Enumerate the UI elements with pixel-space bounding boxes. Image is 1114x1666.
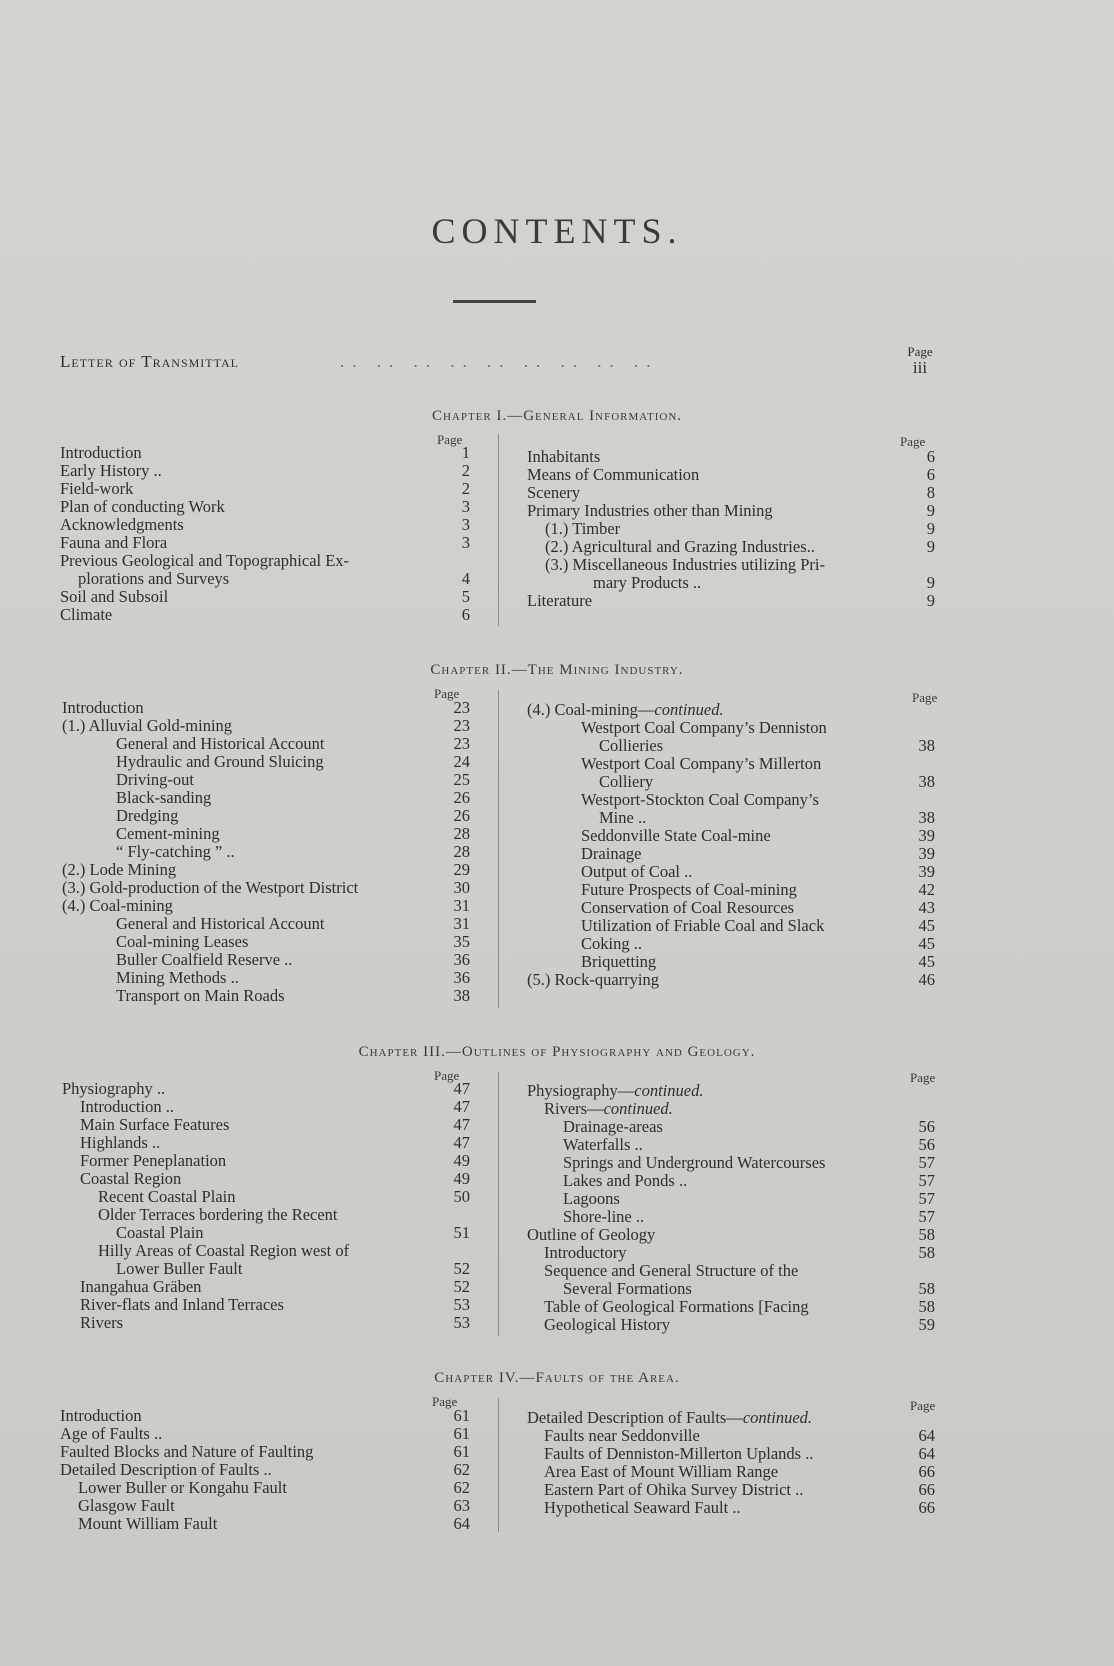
- toc-entry: [527, 953, 935, 971]
- chapter-3-left-column: [62, 1080, 470, 1332]
- toc-entry-page: 9: [926, 591, 935, 610]
- toc-entry: [62, 1224, 470, 1242]
- toc-entry-title: Seddonville State Coal-mine: [581, 826, 771, 845]
- chapter-4-heading: Chapter IV.—Faults of the Area.: [434, 1370, 680, 1386]
- toc-entry: [60, 480, 470, 498]
- toc-entry-page: 23: [453, 716, 470, 735]
- toc-entry-title: Utilization of Friable Coal and Slack: [581, 916, 825, 935]
- toc-entry-page: 42: [918, 880, 935, 899]
- toc-entry-title: Lakes and Ponds ..: [563, 1171, 688, 1190]
- toc-entry: [62, 735, 470, 753]
- toc-entry: [527, 484, 935, 502]
- toc-entry-page: 52: [453, 1259, 470, 1278]
- toc-entry-page: 50: [453, 1187, 470, 1206]
- toc-entry-page: 45: [918, 952, 935, 971]
- toc-entry: [527, 773, 935, 791]
- toc-entry: [60, 1461, 470, 1479]
- toc-entry: [527, 1481, 935, 1499]
- toc-entry-page: 45: [918, 916, 935, 935]
- toc-entry: [62, 1296, 470, 1314]
- toc-entry-title: Hydraulic and Ground Sluicing: [116, 752, 324, 771]
- toc-entry-title: Faults near Seddonville: [544, 1426, 700, 1445]
- page-heading: Page: [907, 344, 933, 359]
- toc-entry-page: 58: [918, 1225, 935, 1244]
- letter-label: Letter of Transmittal: [60, 352, 239, 371]
- toc-entry-title: Drainage-areas: [563, 1117, 663, 1136]
- toc-entry-page: 46: [918, 970, 935, 989]
- toc-entry-title: Output of Coal ..: [581, 862, 693, 881]
- toc-entry: [62, 933, 470, 951]
- toc-entry: [527, 719, 935, 737]
- toc-entry-page: 39: [918, 862, 935, 881]
- toc-entry: [62, 1098, 470, 1116]
- toc-entry: [527, 1190, 935, 1208]
- toc-entry-title: Inhabitants: [527, 447, 601, 466]
- chapter-2-right-column: [527, 701, 935, 989]
- toc-entry: [62, 969, 470, 987]
- column-divider: [498, 1398, 499, 1532]
- toc-entry-page: 56: [918, 1135, 935, 1154]
- toc-entry-page: 3: [461, 533, 470, 552]
- toc-entry: [62, 1260, 470, 1278]
- toc-entry-page: 52: [453, 1277, 470, 1296]
- toc-entry-page: 49: [453, 1169, 470, 1188]
- toc-entry-title: Mine ..: [599, 808, 647, 827]
- toc-entry-page: 57: [918, 1207, 935, 1226]
- toc-entry-title: Glasgow Fault: [78, 1496, 175, 1515]
- toc-entry-title: Coal-mining Leases: [116, 932, 249, 951]
- toc-entry: [62, 1170, 470, 1188]
- toc-entry: [527, 809, 935, 827]
- toc-entry: [60, 1515, 470, 1533]
- toc-entry: [527, 466, 935, 484]
- toc-entry: [527, 1226, 935, 1244]
- toc-entry-title: (2.) Agricultural and Grazing Industries..: [545, 537, 815, 556]
- toc-entry: [62, 987, 470, 1005]
- toc-entry: [527, 971, 935, 989]
- chapter-2-left-column: [62, 699, 470, 1005]
- toc-entry-page: 30: [453, 878, 470, 897]
- toc-entry-page: 25: [453, 770, 470, 789]
- toc-entry: [527, 1244, 935, 1262]
- toc-entry-page: 49: [453, 1151, 470, 1170]
- toc-entry: [62, 1206, 470, 1224]
- toc-entry-title: Collieries: [599, 736, 664, 755]
- toc-entry-title: Lower Buller or Kongahu Fault: [78, 1478, 287, 1497]
- toc-entry-page: 66: [918, 1462, 935, 1481]
- toc-entry: [62, 1188, 470, 1206]
- toc-entry: [527, 845, 935, 863]
- toc-entry-page: 4: [461, 569, 470, 588]
- toc-entry: [527, 881, 935, 899]
- toc-entry-page: 38: [918, 772, 935, 791]
- toc-entry-title: Sequence and General Structure of the: [544, 1261, 799, 1280]
- toc-entry-title: Driving-out: [116, 770, 194, 789]
- toc-entry: [62, 1152, 470, 1170]
- toc-entry-page: 63: [453, 1496, 470, 1515]
- toc-entry-title: Hypothetical Seaward Fault ..: [544, 1498, 741, 1517]
- toc-entry: [527, 755, 935, 773]
- toc-entry-page: 64: [918, 1444, 935, 1463]
- toc-entry: [62, 1134, 470, 1152]
- toc-entry-title: Black-sanding: [116, 788, 212, 807]
- toc-entry: [527, 1463, 935, 1481]
- toc-entry: [527, 863, 935, 881]
- toc-entry: [527, 827, 935, 845]
- toc-entry-title: Rivers: [80, 1313, 124, 1332]
- toc-entry-title: (1.) Alluvial Gold-mining: [62, 716, 233, 735]
- toc-entry: [527, 556, 935, 574]
- toc-entry-title: Shore-line ..: [563, 1207, 645, 1226]
- leader-dots: .. .. .. .. .. .. .. .. ..: [340, 352, 659, 371]
- toc-entry-page: 53: [453, 1313, 470, 1332]
- toc-entry-page: 6: [461, 605, 470, 624]
- toc-entry: [62, 897, 470, 915]
- page-heading: Page: [900, 434, 926, 449]
- toc-entry-page: 2: [461, 461, 470, 480]
- column-divider: [498, 1072, 499, 1336]
- toc-entry: [527, 935, 935, 953]
- page-heading: Page: [912, 690, 938, 705]
- toc-entry-page: 45: [918, 934, 935, 953]
- toc-entry-title: Lagoons: [563, 1189, 620, 1208]
- toc-entry-page: 24: [453, 752, 470, 771]
- toc-entry-title: Age of Faults ..: [60, 1424, 163, 1443]
- toc-entry: [60, 1407, 470, 1425]
- toc-entry: [527, 1172, 935, 1190]
- toc-entry: [527, 1445, 935, 1463]
- toc-entry-title: Soil and Subsoil: [60, 587, 169, 606]
- toc-entry-page: 64: [918, 1426, 935, 1445]
- toc-entry-title: General and Historical Account: [116, 734, 325, 753]
- toc-entry: [62, 843, 470, 861]
- toc-entry-page: 47: [453, 1133, 470, 1152]
- toc-entry-title: Springs and Underground Watercourses: [563, 1153, 826, 1172]
- toc-entry-title: Introduction: [60, 1406, 142, 1425]
- continued-subheading: Rivers—continued.: [544, 1099, 673, 1118]
- toc-entry-page: 26: [453, 788, 470, 807]
- toc-entry-page: 9: [926, 537, 935, 556]
- continued-heading: Detailed Description of Faults—continued.: [527, 1408, 813, 1427]
- toc-entry: [60, 588, 470, 606]
- toc-entry-page: 1: [461, 443, 470, 462]
- toc-entry: [62, 951, 470, 969]
- toc-entry-title: Drainage: [581, 844, 642, 863]
- toc-entry: [62, 789, 470, 807]
- toc-entry-page: 23: [453, 698, 470, 717]
- toc-entry-title: Cement-mining: [116, 824, 220, 843]
- toc-entry-title: General and Historical Account: [116, 914, 325, 933]
- toc-entry-page: 57: [918, 1171, 935, 1190]
- chapter-1-right-column: [527, 448, 935, 610]
- toc-entry-page: 6: [926, 465, 935, 484]
- toc-entry-page: 47: [453, 1079, 470, 1098]
- toc-entry: [62, 1314, 470, 1332]
- page-heading: Page: [434, 1068, 460, 1083]
- toc-entry-page: 38: [918, 808, 935, 827]
- toc-entry-title: Geological History: [544, 1315, 671, 1334]
- toc-entry-title: Coking ..: [581, 934, 642, 953]
- toc-entry: [60, 570, 470, 588]
- toc-entry: [62, 1080, 470, 1098]
- toc-entry-title: Buller Coalfield Reserve ..: [116, 950, 293, 969]
- toc-entry-page: 47: [453, 1115, 470, 1134]
- toc-entry: [60, 1479, 470, 1497]
- toc-entry: [527, 502, 935, 520]
- toc-entry-title: (5.) Rock-quarrying: [527, 970, 659, 989]
- toc-entry-title: Area East of Mount William Range: [544, 1462, 779, 1481]
- toc-entry-title: “ Fly-catching ” ..: [116, 842, 235, 861]
- page-heading: Page: [437, 432, 463, 447]
- toc-entry: [60, 498, 470, 516]
- title-rule: [453, 300, 536, 303]
- toc-entry: [527, 1118, 935, 1136]
- toc-entry-page: 61: [453, 1424, 470, 1443]
- toc-entry-title: Coastal Plain: [116, 1223, 204, 1242]
- toc-entry-title: (2.) Lode Mining: [62, 860, 177, 879]
- toc-entry-page: 8: [926, 483, 935, 502]
- toc-entry: [527, 1154, 935, 1172]
- toc-entry-title: Recent Coastal Plain: [98, 1187, 236, 1206]
- toc-entry-title: Faulted Blocks and Nature of Faulting: [60, 1442, 314, 1461]
- toc-entry: [62, 1242, 470, 1260]
- toc-entry: [527, 1136, 935, 1154]
- toc-entry: [527, 1499, 935, 1517]
- toc-entry-page: 66: [918, 1480, 935, 1499]
- toc-entry-title: River-flats and Inland Terraces: [80, 1295, 284, 1314]
- toc-entry: [62, 879, 470, 897]
- toc-entry-title: (1.) Timber: [545, 519, 621, 538]
- toc-entry-page: 26: [453, 806, 470, 825]
- toc-entry: [527, 1208, 935, 1226]
- toc-entry-page: 66: [918, 1498, 935, 1517]
- toc-entry-page: 9: [926, 519, 935, 538]
- toc-entry-title: Future Prospects of Coal-mining: [581, 880, 797, 899]
- toc-entry: [62, 753, 470, 771]
- toc-entry-title: Early History ..: [60, 461, 162, 480]
- toc-entry-title: Detailed Description of Faults ..: [60, 1460, 272, 1479]
- toc-entry-page: 58: [918, 1243, 935, 1262]
- toc-entry-title: Plan of conducting Work: [60, 497, 225, 516]
- toc-entry: [527, 1316, 935, 1334]
- chapter-1-heading: Chapter I.—General Information.: [431, 408, 683, 424]
- chapter-4-right-column: [527, 1409, 935, 1517]
- toc-entry: [527, 1280, 935, 1298]
- toc-entry: [527, 899, 935, 917]
- toc-entry-title: Field-work: [60, 479, 134, 498]
- toc-entry-title: Table of Geological Formations [Facing: [544, 1297, 809, 1316]
- toc-entry-page: 39: [918, 826, 935, 845]
- toc-entry-page: 9: [926, 501, 935, 520]
- toc-entry: [60, 552, 470, 570]
- toc-entry-title: Westport-Stockton Coal Company’s: [581, 790, 819, 809]
- toc-entry-title: Introduction: [60, 443, 142, 462]
- toc-entry-page: 62: [453, 1460, 470, 1479]
- toc-entry-title: Westport Coal Company’s Denniston: [581, 718, 827, 737]
- toc-entry-page: 9: [926, 573, 935, 592]
- toc-entry: [62, 807, 470, 825]
- toc-entry-page: 28: [453, 842, 470, 861]
- toc-entry-page: 35: [453, 932, 470, 951]
- chapter-4-left-column: [60, 1407, 470, 1533]
- column-divider: [498, 690, 499, 1008]
- toc-entry-page: 61: [453, 1442, 470, 1461]
- toc-entry-page: 28: [453, 824, 470, 843]
- toc-entry: [60, 462, 470, 480]
- page-title: CONTENTS.: [431, 211, 683, 251]
- toc-entry: [62, 699, 470, 717]
- toc-entry-page: 31: [453, 896, 470, 915]
- toc-entry-title: Introductory: [544, 1243, 627, 1262]
- toc-entry: [60, 606, 470, 624]
- toc-entry-title: Mining Methods ..: [116, 968, 239, 987]
- toc-entry-page: 56: [918, 1117, 935, 1136]
- toc-entry: [60, 1443, 470, 1461]
- toc-entry-page: 53: [453, 1295, 470, 1314]
- page-heading: Page: [910, 1070, 936, 1085]
- page-heading: Page: [432, 1394, 458, 1409]
- toc-entry-page: 3: [461, 497, 470, 516]
- toc-entry-title: (3.) Gold-production of the Westport District: [62, 878, 359, 897]
- toc-entry: [60, 1425, 470, 1443]
- toc-entry: [527, 1427, 935, 1445]
- toc-entry: [527, 520, 935, 538]
- page-heading: Page: [910, 1398, 936, 1413]
- toc-entry-page: 61: [453, 1406, 470, 1425]
- toc-entry: [60, 1497, 470, 1515]
- letter-of-transmittal-row: [60, 346, 940, 376]
- toc-entry: [62, 717, 470, 735]
- toc-entry-title: Colliery: [599, 772, 654, 791]
- toc-entry-title: Lower Buller Fault: [116, 1259, 243, 1278]
- toc-entry-page: 38: [918, 736, 935, 755]
- toc-entry-title: Dredging: [116, 806, 179, 825]
- toc-entry-page: 59: [918, 1315, 935, 1334]
- column-divider: [498, 434, 499, 626]
- toc-entry-page: 38: [453, 986, 470, 1005]
- toc-entry-page: 47: [453, 1097, 470, 1116]
- toc-entry: [527, 574, 935, 592]
- toc-entry-page: 64: [453, 1514, 470, 1533]
- toc-entry-title: plorations and Surveys: [78, 569, 230, 588]
- toc-entry-title: Westport Coal Company’s Millerton: [581, 754, 822, 773]
- toc-entry-title: Primary Industries other than Mining: [527, 501, 773, 520]
- toc-entry-title: Waterfalls ..: [563, 1135, 643, 1154]
- toc-entry-title: Former Peneplanation: [80, 1151, 227, 1170]
- toc-entry: [60, 534, 470, 552]
- toc-entry-page: 62: [453, 1478, 470, 1497]
- toc-entry-title: (3.) Miscellaneous Industries utilizing Pri-: [545, 555, 825, 574]
- toc-entry-title: Scenery: [527, 483, 581, 502]
- toc-entry-page: 57: [918, 1153, 935, 1172]
- toc-entry: [527, 791, 935, 809]
- toc-entry: [62, 1278, 470, 1296]
- page-heading: Page: [434, 686, 460, 701]
- toc-entry: [62, 825, 470, 843]
- toc-entry: [527, 917, 935, 935]
- toc-entry-title: Mount William Fault: [78, 1514, 218, 1533]
- toc-entry-page: 58: [918, 1279, 935, 1298]
- toc-entry: [527, 1298, 935, 1316]
- toc-entry-title: Faults of Denniston-Millerton Uplands ..: [544, 1444, 814, 1463]
- continued-heading: Physiography—continued.: [527, 1081, 704, 1100]
- toc-entry-page: 39: [918, 844, 935, 863]
- chapter-3-heading: Chapter III.—Outlines of Physiography and Geology.: [358, 1044, 756, 1060]
- toc-entry-title: Transport on Main Roads: [116, 986, 285, 1005]
- toc-entry: [62, 861, 470, 879]
- toc-entry-title: Acknowledgments: [60, 515, 184, 534]
- toc-entry-page: 57: [918, 1189, 935, 1208]
- toc-entry-page: 43: [918, 898, 935, 917]
- letter-page: iii: [912, 358, 928, 377]
- chapter-2-heading: Chapter II.—The Mining Industry.: [430, 662, 684, 678]
- toc-entry-title: Previous Geological and Topographical Ex-: [60, 551, 350, 570]
- toc-entry-title: Inangahua Gräben: [80, 1277, 202, 1296]
- toc-entry-title: Outline of Geology: [527, 1225, 656, 1244]
- toc-entry-title: Highlands ..: [80, 1133, 161, 1152]
- continued-heading: (4.) Coal-mining—continued.: [527, 700, 724, 719]
- toc-entry-title: Briquetting: [581, 952, 657, 971]
- toc-entry-page: 58: [918, 1297, 935, 1316]
- chapter-3-right-column: [527, 1082, 935, 1334]
- toc-entry-title: Coastal Region: [80, 1169, 182, 1188]
- toc-entry-page: 36: [453, 950, 470, 969]
- toc-entry-title: Main Surface Features: [80, 1115, 230, 1134]
- toc-entry-title: Several Formations: [563, 1279, 692, 1298]
- toc-entry-page: 31: [453, 914, 470, 933]
- toc-entry-title: Climate: [60, 605, 113, 624]
- toc-entry-title: (4.) Coal-mining: [62, 896, 173, 915]
- toc-entry: [527, 737, 935, 755]
- toc-entry-title: Fauna and Flora: [60, 533, 168, 552]
- toc-entry-page: 3: [461, 515, 470, 534]
- toc-entry-title: Older Terraces bordering the Recent: [98, 1205, 338, 1224]
- toc-entry: [62, 1116, 470, 1134]
- toc-entry-title: Eastern Part of Ohika Survey District ..: [544, 1480, 804, 1499]
- toc-entry: [527, 1262, 935, 1280]
- toc-entry: [60, 444, 470, 462]
- toc-entry-title: Means of Communication: [527, 465, 700, 484]
- toc-entry: [62, 915, 470, 933]
- toc-entry-page: 23: [453, 734, 470, 753]
- toc-entry-page: 5: [461, 587, 470, 606]
- toc-entry-title: Physiography ..: [62, 1079, 166, 1098]
- toc-entry-page: 51: [453, 1223, 470, 1242]
- toc-entry-title: Hilly Areas of Coastal Region west of: [98, 1241, 350, 1260]
- toc-entry-title: Introduction: [62, 698, 144, 717]
- toc-entry-title: Literature: [527, 591, 593, 610]
- toc-entry: [527, 592, 935, 610]
- chapter-1-left-column: [60, 444, 470, 624]
- toc-entry-title: mary Products ..: [593, 573, 702, 592]
- toc-entry: [527, 538, 935, 556]
- toc-entry-title: Conservation of Coal Resources: [581, 898, 795, 917]
- toc-entry: [60, 516, 470, 534]
- toc-entry-page: 2: [461, 479, 470, 498]
- toc-entry-title: Introduction ..: [80, 1097, 174, 1116]
- toc-entry-page: 36: [453, 968, 470, 987]
- toc-entry: [527, 448, 935, 466]
- toc-entry-page: 29: [453, 860, 470, 879]
- toc-entry: [62, 771, 470, 789]
- toc-entry-page: 6: [926, 447, 935, 466]
